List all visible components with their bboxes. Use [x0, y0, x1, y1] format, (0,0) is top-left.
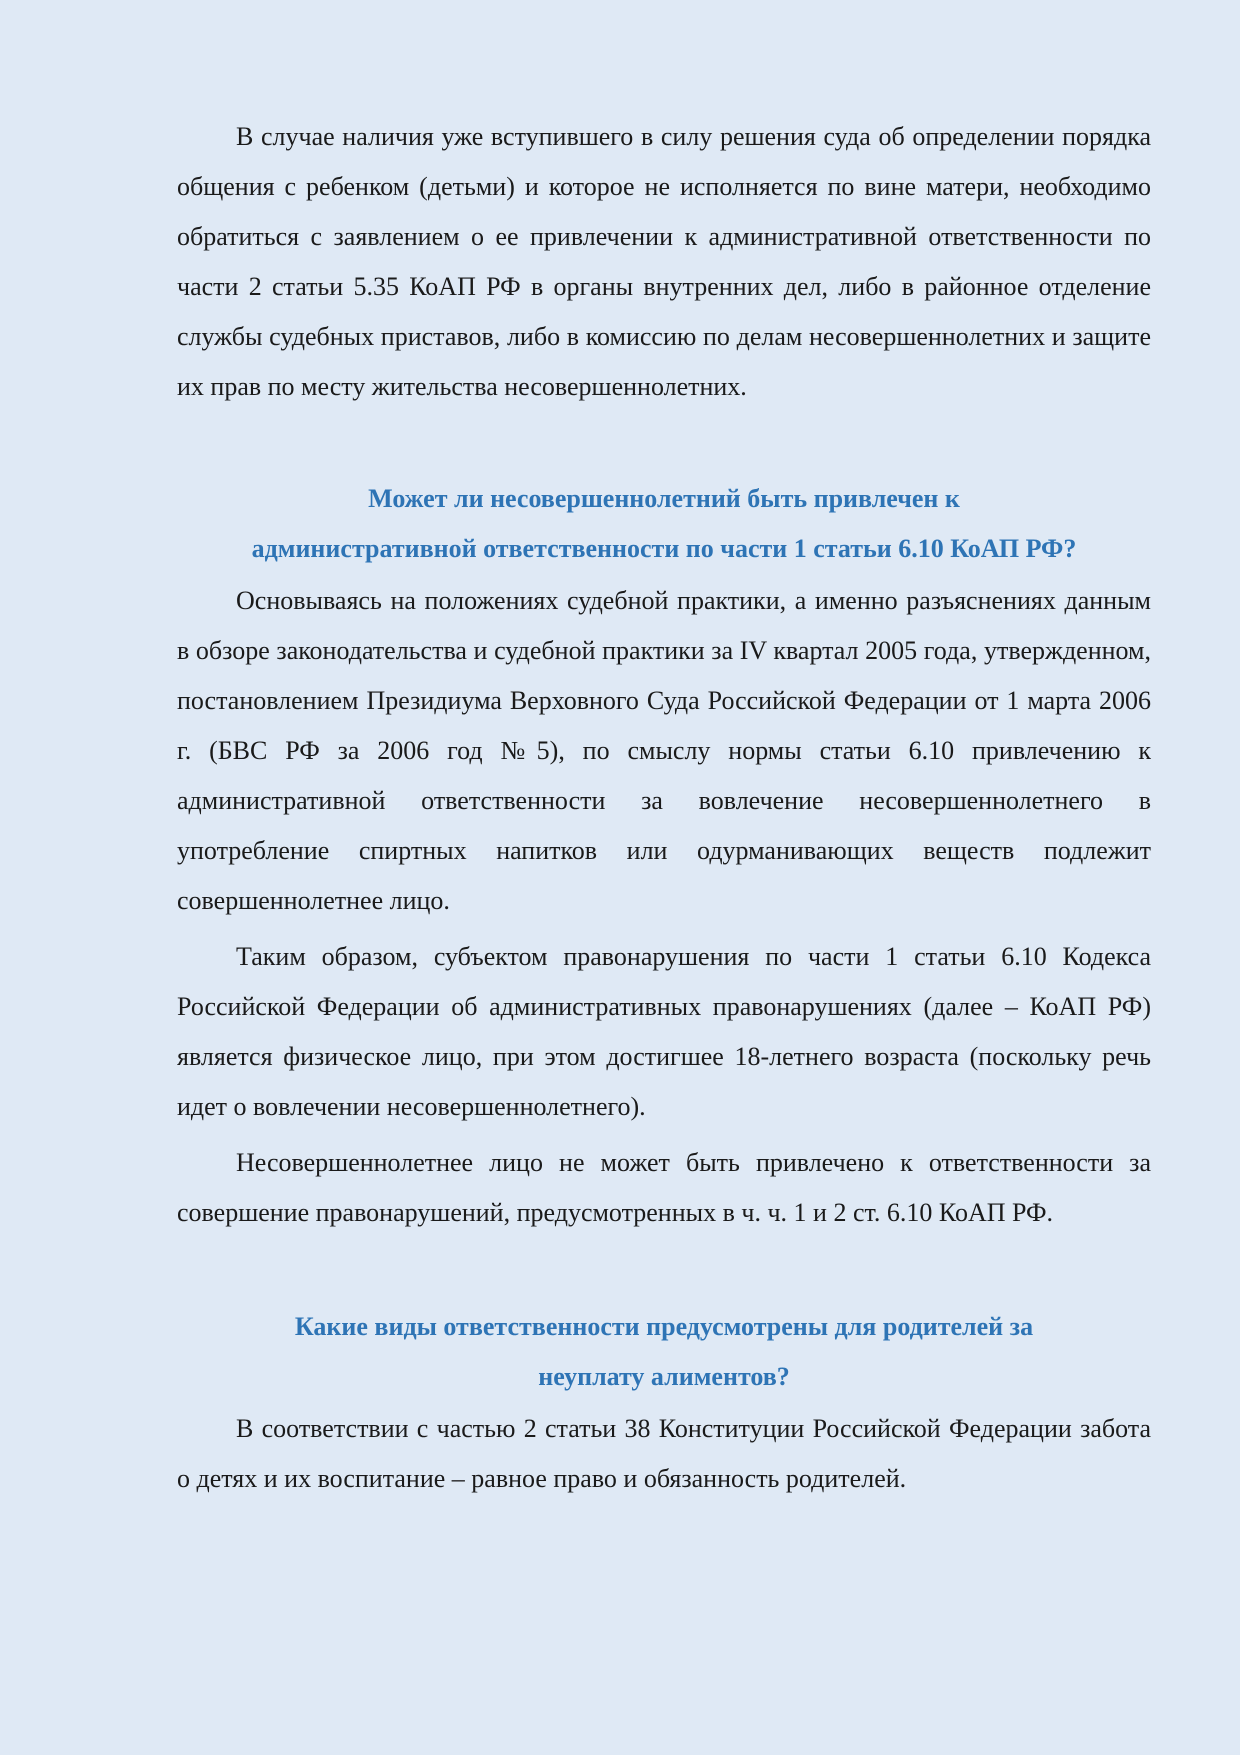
paragraph: Основываясь на положениях судебной практики, а именно разъяснениях данным в обзоре законодательства и судебной практики за IV квартал 2005 года, утвержденном, постановлением Президиума Верховного Суда Российской Федерации от 1 марта 2006 г. (БВС РФ за 2006 год №5), по смыслу нормы статьи 6.10 привлечению к административной ответственности за вовлечение несовершеннолетнего в употребление спиртных напитков или одурманивающих веществ подлежит совершеннолетнее лицо. [177, 586, 1151, 915]
section-heading-line-2: административной ответственности по части 1 статьи 6.10 КоАП РФ? [251, 534, 1077, 563]
section-heading-line-2: неуплату алиментов? [538, 1362, 790, 1391]
paragraph: Несовершеннолетнее лицо не может быть привлечено к ответственности за совершение правонарушений, предусмотренных в ч. ч. 1 и 2 ст. 6.10 КоАП РФ. [177, 1148, 1151, 1227]
section-custody-enforcement [177, 112, 1151, 412]
section-alimony-liability [177, 1302, 1151, 1504]
paragraph: В соответствии с частью 2 статьи 38 Конституции Российской Федерации забота о детях и их воспитание – равное право и обязанность родителей. [177, 1414, 1151, 1493]
section-heading-line-1: Какие виды ответственности предусмотрены для родителей за [294, 1312, 1034, 1341]
section-heading [177, 1302, 1151, 1402]
section-heading-line-1: Может ли несовершеннолетний быть привлечен к [368, 484, 960, 513]
section-heading [177, 474, 1151, 574]
section-spacer [177, 412, 1151, 474]
section-minor-liability [177, 474, 1151, 1238]
paragraph: Таким образом, субъектом правонарушения по части 1 статьи 6.10 Кодекса Российской Федерации об административных правонарушениях (далее – КоАП РФ) является физическое лицо, при этом достигшее 18-летнего возраста (поскольку речь идет о вовлечении несовершеннолетнего). [177, 942, 1151, 1121]
paragraph: В случае наличия уже вступившего в силу решения суда об определении порядка общения с ребенком (детьми) и которое не исполняется по вине матери, необходимо обратиться с заявлением о ее привлечении к административной ответственности по части 2 статьи 5.35 КоАП РФ в органы внутренних дел, либо в районное отделение службы судебных приставов, либо в комиссию по делам несовершеннолетних и защите их прав по месту жительства несовершеннолетних. [177, 122, 1151, 401]
section-spacer [177, 1238, 1151, 1302]
